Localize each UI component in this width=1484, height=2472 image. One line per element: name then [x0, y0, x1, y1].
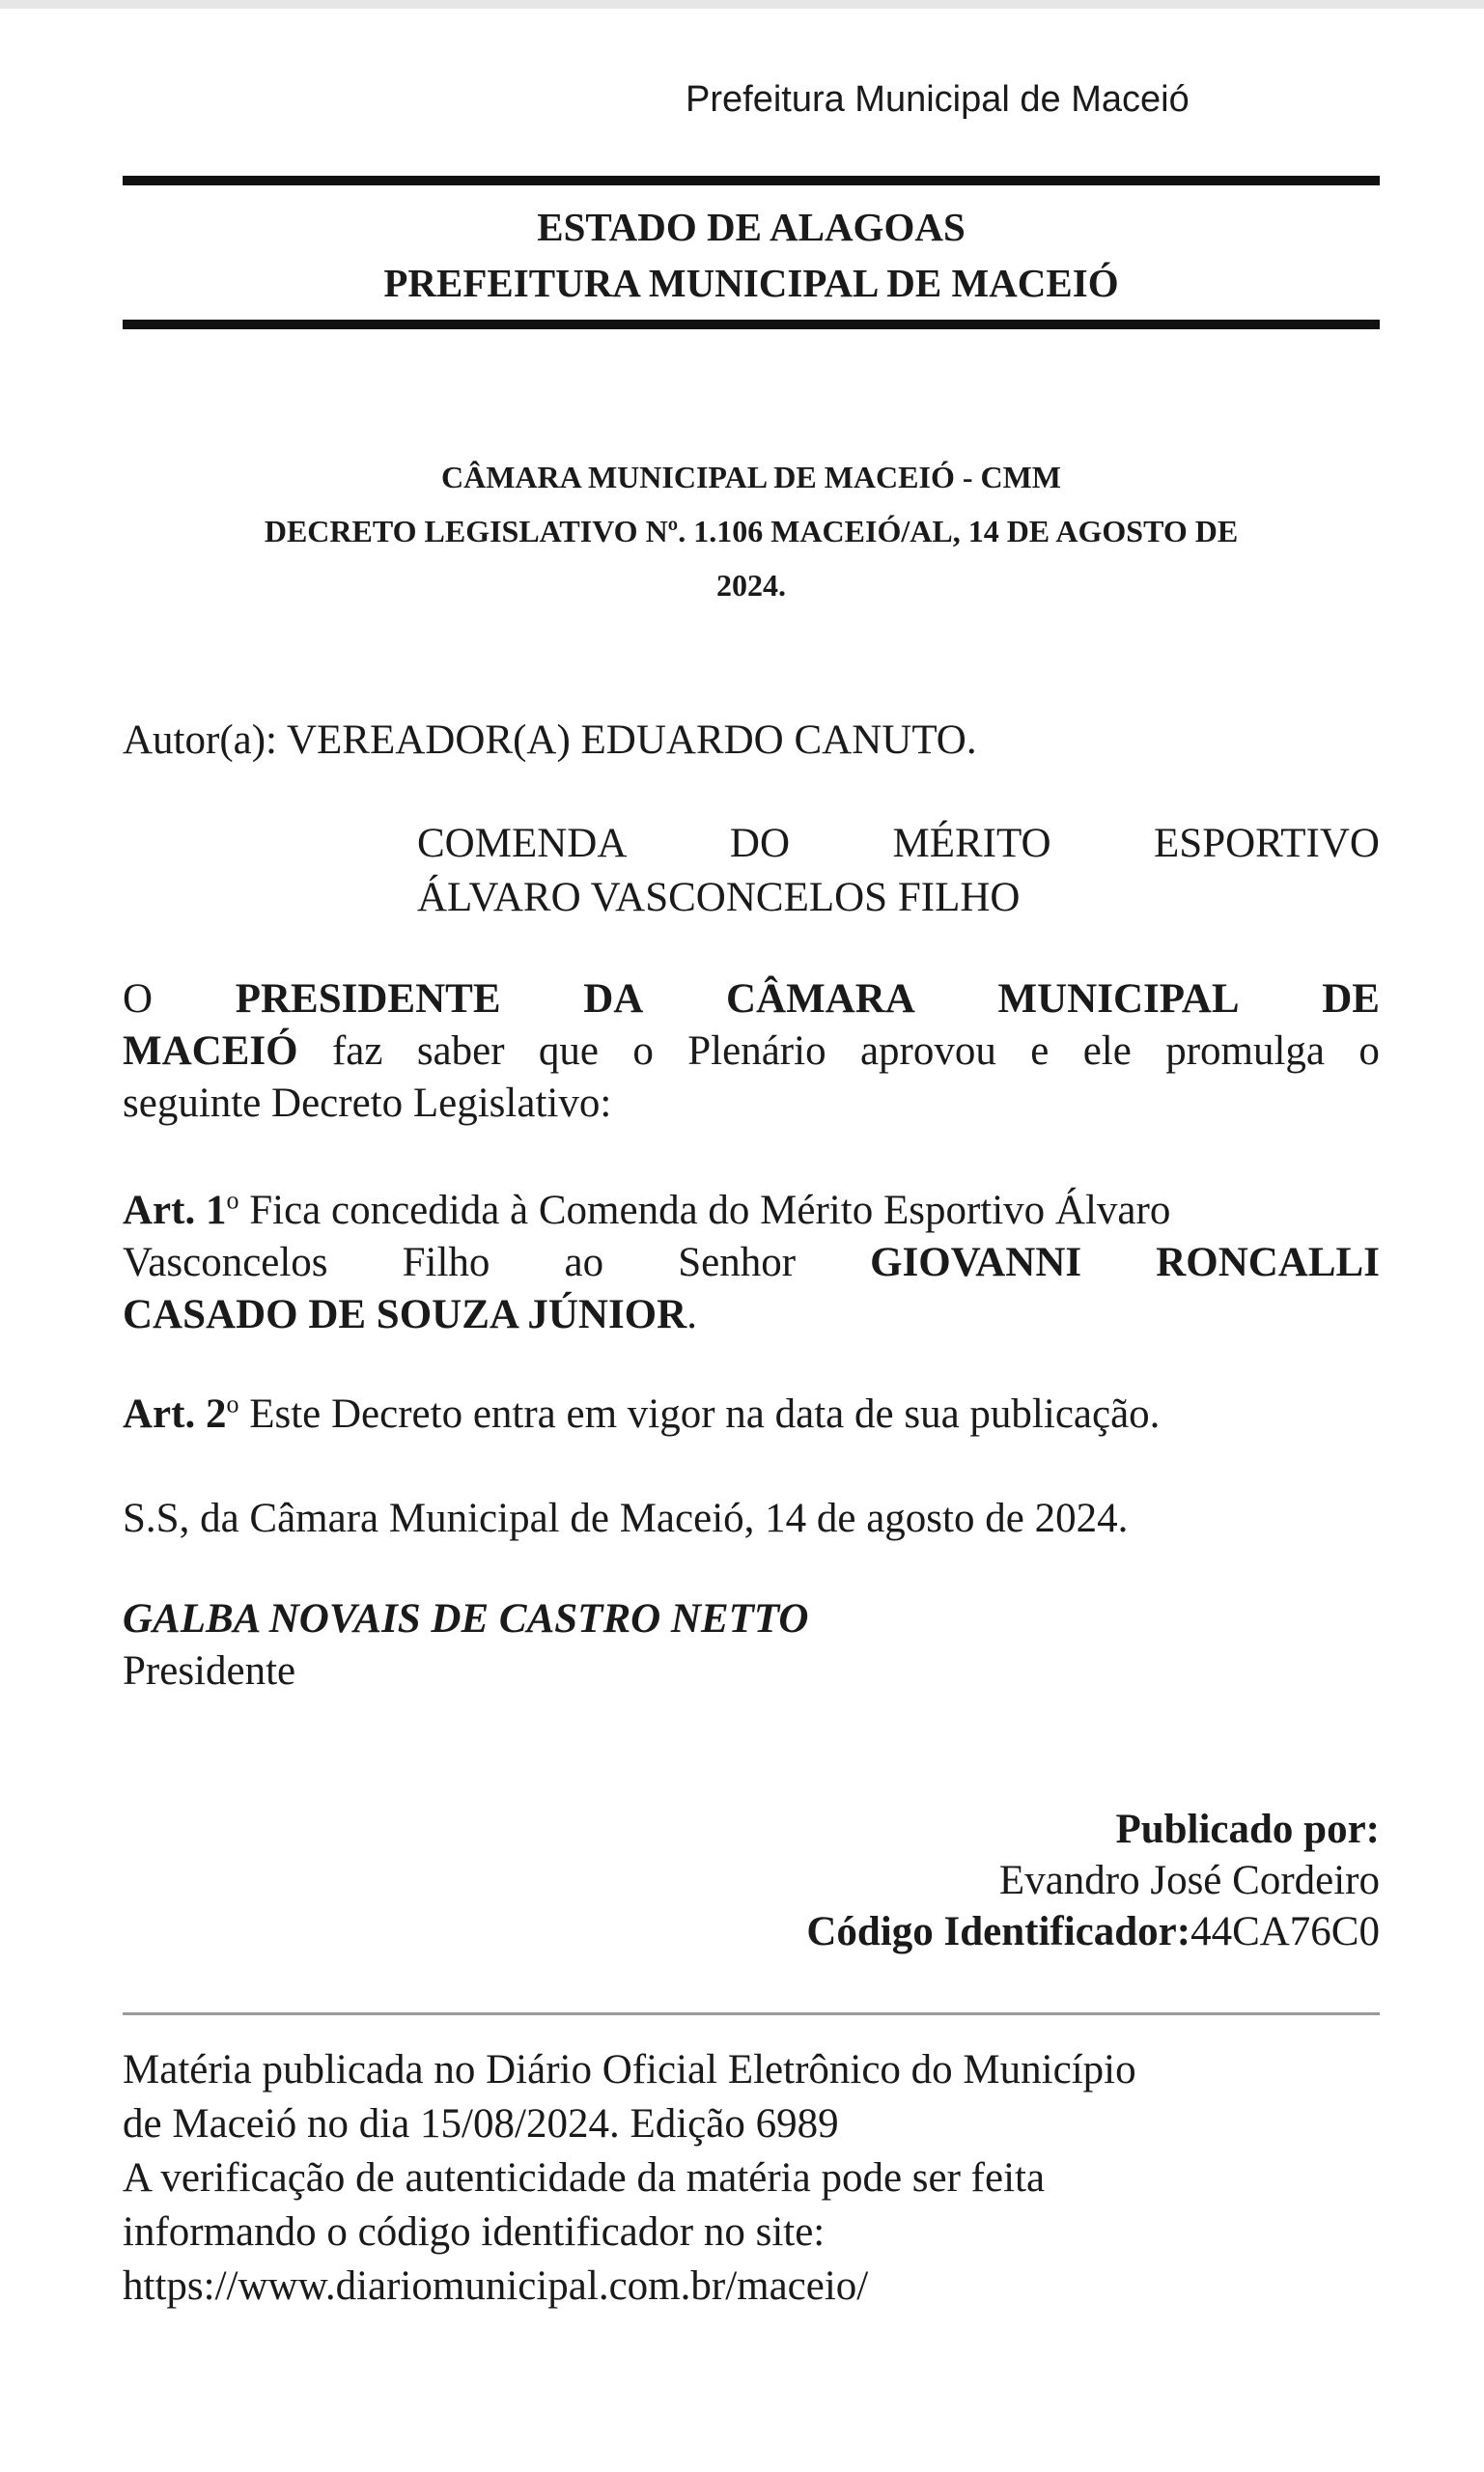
verification-url: https://www.diariomunicipal.com.br/maceio/	[123, 2263, 869, 2309]
honor-title	[417, 817, 1380, 925]
header-top-rule	[123, 176, 1380, 185]
honoree-word: RONCALLI	[1156, 1240, 1380, 1285]
preamble-word: MUNICIPAL	[997, 976, 1240, 1022]
signature-block	[123, 1593, 808, 1698]
publication-block	[511, 1804, 1380, 1957]
article-1-word: Filho	[402, 1240, 490, 1285]
preamble-word: que	[538, 1028, 600, 1074]
preamble-line-2	[123, 1025, 1380, 1078]
preamble-word: o	[632, 1028, 654, 1074]
preamble-word: faz	[331, 1028, 383, 1074]
article-1-line-2	[123, 1237, 1380, 1289]
preamble-word: PRESIDENTE	[235, 976, 501, 1022]
article-1-text-start	[123, 1185, 1170, 1237]
honor-title-line-2: ÁLVARO VASCONCELOS FILHO	[417, 875, 1021, 920]
footer-line: Matéria publicada no Diário Oficial Eletrônico do Município	[123, 2047, 1136, 2093]
footer-divider	[123, 2012, 1380, 2015]
top-edge-strip	[0, 0, 1484, 9]
article-2	[123, 1389, 1380, 1441]
honor-word: DO	[729, 821, 790, 866]
article-1-line-3	[123, 1289, 1380, 1341]
article-1-ordinal: o	[226, 1186, 239, 1215]
signer-name: GALBA NOVAIS DE CASTRO NETTO	[123, 1596, 809, 1642]
preamble-line-3: seguinte Decreto Legislativo:	[123, 1081, 612, 1126]
footer-note	[123, 2043, 1380, 2314]
signer-title: Presidente	[123, 1648, 296, 1694]
preamble-word: DE	[1322, 976, 1380, 1022]
honor-word: COMENDA	[417, 821, 628, 866]
article-1-label: Art. 1	[123, 1188, 227, 1233]
preamble-word: MACEIÓ	[123, 1028, 298, 1074]
chamber-name: CÂMARA MUNICIPAL DE MACEIÓ - CMM	[440, 460, 1061, 494]
preamble-word: promulga	[1165, 1028, 1326, 1074]
prefecture-name: PREFEITURA MUNICIPAL DE MACEIÓ	[383, 261, 1119, 305]
article-1-line-1	[123, 1185, 1380, 1237]
identifier-code-line	[511, 1906, 1380, 1957]
org-header: Prefeitura Municipal de Maceió	[686, 79, 1190, 120]
published-by-label: Publicado por:	[1115, 1807, 1380, 1852]
preamble-word: aprovou	[859, 1028, 996, 1074]
footer-line: informando o código identificador no site:	[123, 2209, 826, 2255]
identifier-code-label: Código Identificador:	[806, 1909, 1191, 1954]
article-1	[123, 1185, 1380, 1341]
publisher-name: Evandro José Cordeiro	[998, 1858, 1380, 1903]
decree-heading	[123, 450, 1380, 612]
state-header	[123, 199, 1380, 311]
decree-number-line-2: 2024.	[716, 568, 786, 603]
article-1-word: Vasconcelos	[123, 1240, 328, 1285]
preamble-word: O	[123, 976, 154, 1022]
decree-number-line-1: DECRETO LEGISLATIVO Nº. 1.106 MACEIÓ/AL, 14 DE AGOSTO DE	[264, 514, 1239, 548]
article-1-word: Senhor	[678, 1240, 797, 1285]
header-bottom-rule	[123, 320, 1380, 329]
footer-line: de Maceió no dia 15/08/2024. Edição 6989	[123, 2101, 839, 2147]
identifier-code: 44CA76C0	[1190, 1909, 1380, 1954]
honor-title-line-1	[417, 817, 1380, 871]
preamble-word: o	[1358, 1028, 1380, 1074]
honoree-word: GIOVANNI	[870, 1240, 1082, 1285]
honor-word: ESPORTIVO	[1154, 821, 1380, 866]
closing-line: S.S, da Câmara Municipal de Maceió, 14 de agosto de 2024.	[123, 1496, 1129, 1541]
honor-word: MÉRITO	[892, 821, 1051, 866]
article-2-label: Art. 2	[123, 1391, 227, 1437]
state-name: ESTADO DE ALAGOAS	[537, 205, 966, 249]
footer-line: A verificação de autenticidade da matéria pode ser feita	[123, 2155, 1046, 2201]
preamble-line-1	[123, 973, 1380, 1025]
article-1-word: ao	[564, 1240, 604, 1285]
preamble-word: Plenário	[687, 1028, 826, 1074]
preamble-word: DA	[583, 976, 644, 1022]
article-2-ordinal: o	[226, 1390, 239, 1419]
preamble-word: saber	[416, 1028, 505, 1074]
author-line: Autor(a): VEREADOR(A) EDUARDO CANUTO.	[123, 717, 977, 763]
article-1-end: .	[686, 1292, 697, 1337]
article-2-text: Este Decreto entra em vigor na data de sua publicação.	[238, 1391, 1161, 1437]
preamble-word: ele	[1082, 1028, 1132, 1074]
preamble-word: e	[1030, 1028, 1050, 1074]
preamble-paragraph	[123, 973, 1380, 1130]
article-1-text: Fica concedida à Comenda do Mérito Esportivo Álvaro	[238, 1188, 1171, 1233]
honoree-surname: CASADO DE SOUZA JÚNIOR	[123, 1292, 687, 1337]
preamble-word: CÂMARA	[725, 976, 915, 1022]
